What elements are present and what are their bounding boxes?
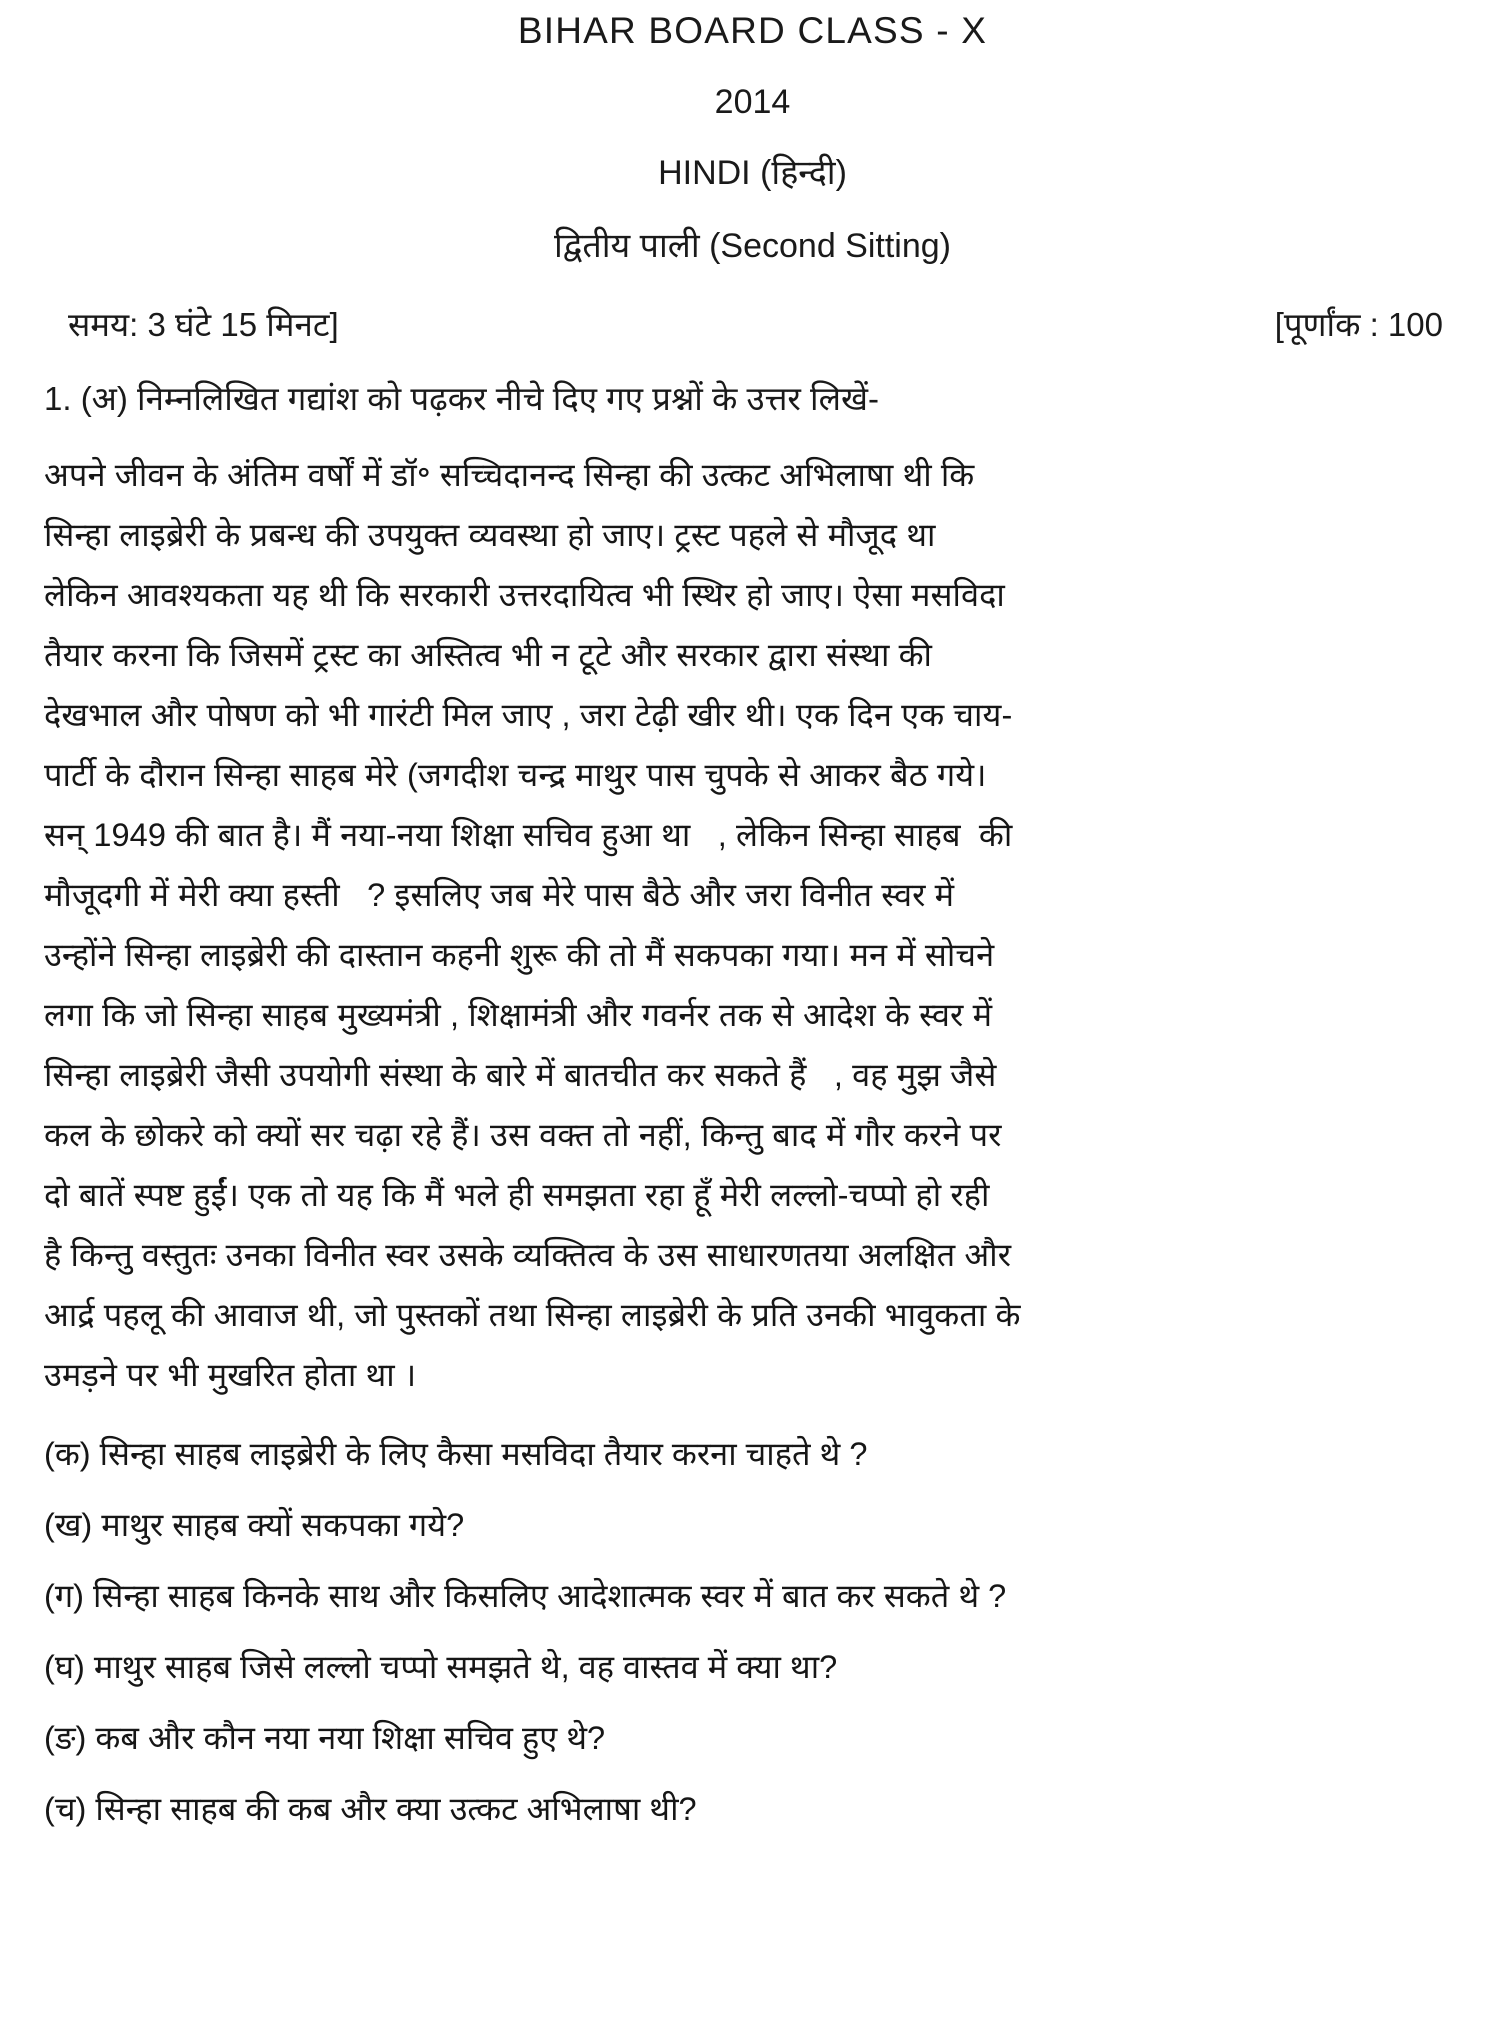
passage-line: कल के छोकरे को क्यों सर चढ़ा रहे हैं। उस वक्त तो नहीं, किन्तु बाद में गौर करने पर [44,1116,1002,1153]
passage-line: उन्होंने सिन्हा लाइब्रेरी की दास्तान कहनी शुरू की तो मैं सकपका गया। मन में सोचने [44,936,995,973]
question-item-nga: (ङ) कब और कौन नया नया शिक्षा सचिव हुए थे? [44,1719,606,1756]
passage-line: सिन्हा लाइब्रेरी जैसी उपयोगी संस्था के बारे में बातचीत कर सकते हैं , वह मुझ जैसे [44,1056,997,1093]
full-marks: [पूर्णांक : 100 [1274,305,1443,343]
question-item-ka: (क) सिन्हा साहब लाइब्रेरी के लिए कैसा मसविदा तैयार करना चाहते थे ? [44,1435,868,1472]
passage-line: अपने जीवन के अंतिम वर्षों में डॉ॰ सच्चिदानन्द सिन्हा की उत्कट अभिलाषा थी कि [44,456,975,493]
question-item-ga: (ग) सिन्हा साहब किनके साथ और किसलिए आदेशात्मक स्वर में बात कर सकते थे ? [44,1577,1007,1614]
subject-title: HINDI (हिन्दी) [658,154,847,193]
passage-line: तैयार करना कि जिसमें ट्रस्ट का अस्तित्व भी न टूटे और सरकार द्वारा संस्था की [44,636,933,673]
passage-line: दो बातें स्पष्ट हुईं। एक तो यह कि मैं भले ही समझता रहा हूँ मेरी लल्लो-चप्पो हो रही [44,1176,990,1213]
passage-line: पार्टी के दौरान सिन्हा साहब मेरे (जगदीश चन्द्र माथुर पास चुपके से आकर बैठ गये। [44,756,987,793]
passage-line: लेकिन आवश्यकता यह थी कि सरकारी उत्तरदायित्व भी स्थिर हो जाए। ऐसा मसविदा [44,576,1005,613]
time-allowed: समय: 3 घंटे 15 मिनट] [68,305,339,343]
reading-passage [44,419,1461,1405]
page-header [44,0,1461,267]
passage-line: आर्द्र पहलू की आवाज थी, जो पुस्तकों तथा सिन्हा लाइब्रेरी के प्रति उनकी भावुकता के [44,1296,1021,1333]
passage-line: सन् 1949 की बात है। मैं नया-नया शिक्षा सचिव हुआ था , लेकिन सिन्हा साहब की [44,816,1013,853]
question-1-instruction: 1. (अ) निम्नलिखित गद्यांश को पढ़कर नीचे दिए गए प्रश्नों के उत्तर लिखें- [44,379,879,417]
passage-line: है किन्तु वस्तुतः उनका विनीत स्वर उसके व्यक्तित्व के उस साधारणतया अलक्षित और [44,1236,1012,1273]
exam-meta-row [44,267,1461,346]
sub-questions-list [44,1405,1461,1829]
sitting-label: द्वितीय पाली (Second Sitting) [553,226,952,265]
question-item-cha: (च) सिन्हा साहब की कब और क्या उत्कट अभिलाषा थी? [44,1790,697,1827]
passage-line: उमड़ने पर भी मुखरित होता था । [44,1356,417,1393]
question-item-gha: (घ) माथुर साहब जिसे लल्लो चप्पो समझते थे, वह वास्तव में क्या था? [44,1648,838,1685]
passage-line: लगा कि जो सिन्हा साहब मुख्यमंत्री , शिक्षामंत्री और गवर्नर तक से आदेश के स्वर में [44,996,993,1033]
board-title: BIHAR BOARD CLASS - X [517,10,988,51]
question-item-kha: (ख) माथुर साहब क्यों सकपका गये? [44,1506,465,1543]
exam-year: 2014 [714,83,791,122]
passage-line: मौजूदगी में मेरी क्या हस्ती ? इसलिए जब मेरे पास बैठे और जरा विनीत स्वर में [44,876,955,913]
passage-line: सिन्हा लाइब्रेरी के प्रबन्ध की उपयुक्त व्यवस्था हो जाए। ट्रस्ट पहले से मौजूद था [44,516,936,553]
passage-line: देखभाल और पोषण को भी गारंटी मिल जाए , जरा टेढ़ी खीर थी। एक दिन एक चाय- [44,696,1013,733]
